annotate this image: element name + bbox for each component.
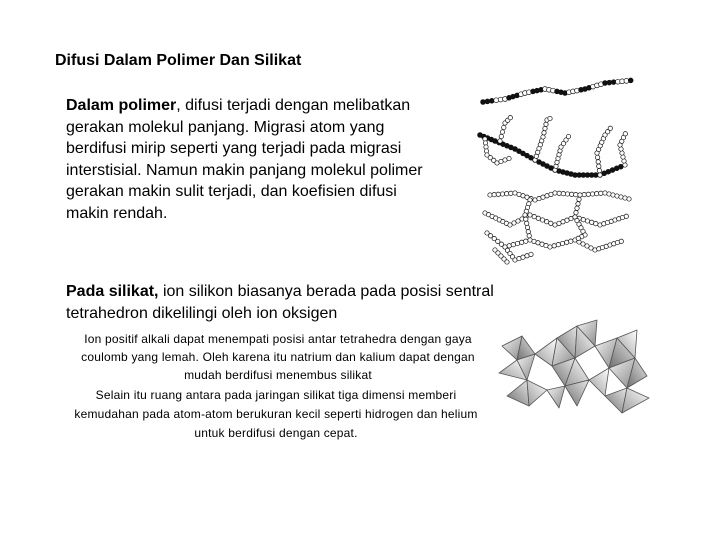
polymer-branch-1 bbox=[498, 116, 513, 144]
silicate-lead: Pada silikat, bbox=[66, 283, 159, 300]
slide-title: Difusi Dalam Polimer Dan Silikat bbox=[55, 52, 302, 69]
small-atom-note: Selain itu ruang antara pada jaringan silikat tiga dimensi memberi kemudahan pada atom-atom berukuran kecil seperti hidrogen dan helium untuk berdifusi dengan cepat. bbox=[74, 388, 478, 440]
silicate-paragraph bbox=[66, 281, 496, 324]
polymer-branch-6 bbox=[618, 132, 628, 168]
polymer-chains-illustration bbox=[475, 75, 645, 270]
silicate-text: ion silikon biasanya berada pada posisi sentral tetrahedron dikelilingi oleh ion oksigen bbox=[66, 283, 494, 322]
polymer-chain-top bbox=[481, 78, 633, 104]
polymer-branch-2 bbox=[533, 116, 552, 162]
silicate-tetrahedra-illustration bbox=[497, 318, 657, 418]
polymer-network-2 bbox=[483, 211, 629, 227]
polymer-network-1 bbox=[488, 191, 631, 202]
polymer-paragraph bbox=[66, 95, 436, 224]
polymer-lead: Dalam polimer bbox=[66, 97, 177, 114]
polymer-network-5 bbox=[523, 198, 532, 238]
alkali-ion-note: Ion positif alkali dapat menempati posisi antar tetrahedra dengan gaya coulomb yang lemah. Oleh karena itu natrium dan kalium dapat dengan mudah berdifusi menembus silikat bbox=[81, 332, 475, 382]
polymer-text: , difusi terjadi dengan melibatkan gerakan molekul panjang. Migrasi atom yang berdifusi mirip seperti yang terjadi pada migrasi interstisial. Namun makin panjang molekul polimer gerakan makin sulit terjadi, dan koefisien difusi makin rendah. bbox=[66, 97, 423, 222]
polymer-branch-3 bbox=[553, 134, 571, 172]
